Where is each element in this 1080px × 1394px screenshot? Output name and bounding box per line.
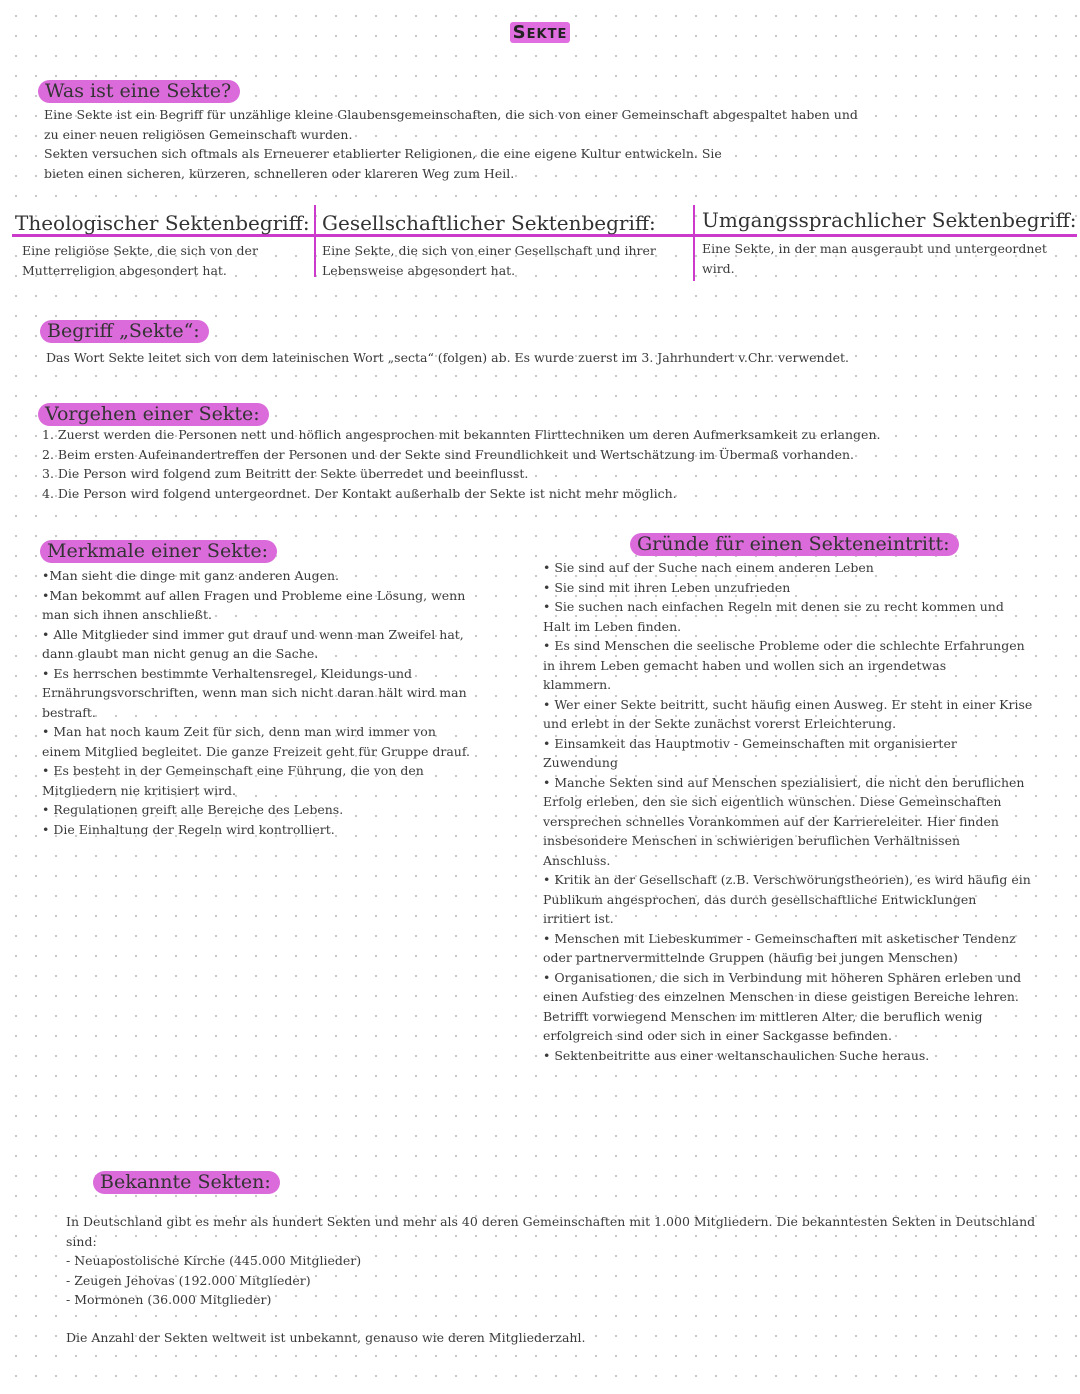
vorgehen-heading: Vorgehen einer Sekte: — [38, 403, 269, 426]
gruende-section — [630, 533, 959, 556]
vorgehen-list — [42, 425, 1052, 503]
list-item: • Die Einhaltung der Regeln wird kontrolliert. — [42, 821, 335, 837]
list-item: - Zeugen Jehovas (192.000 Mitglieder) — [66, 1272, 311, 1288]
list-item: einen Aufstieg des einzelnen Menschen in diese geistigen Bereiche lehren. — [543, 989, 1019, 1004]
list-item: • Einsamkeit das Hauptmotiv - Gemeinschaften mit organisierter — [543, 735, 957, 751]
list-item: Halt im Leben finden. — [543, 618, 682, 634]
list-item: klammern. — [543, 677, 612, 692]
list-item: bestraft. — [42, 704, 96, 720]
list-item: 4. Die Person wird folgend untergeordnet. Der Kontakt außerhalb der Sekte ist nicht mehr möglich. — [42, 485, 677, 501]
list-item: einem Mitglied begleitet. Die ganze Freizeit geht für Gruppe drauf. — [42, 743, 471, 759]
list-item: dann glaubt man nicht genug an die Sache. — [42, 646, 319, 661]
list-item: • Regulationen greift alle Bereiche des Lebens. — [42, 802, 344, 817]
list-item: • Menschen mit Liebeskummer - Gemeinschaften mit asketischer Tendenz — [543, 930, 1016, 946]
list-item: 1. Zuerst werden die Personen nett und höflich angesprochen mit bekannten Flirttechniken um deren Aufmerksamkeit zu erlangen. — [42, 427, 881, 442]
bekannte-text: In Deutschland gibt es mehr als hundert Sekten und mehr als 40 deren Gemeinschaften mit 1.000 Mitgliedern. Die bekanntesten Sekten in Deutschland sind: - Neuapostolische Kirche (445.000 Mitglieder) - Zeugen Jehovas (192.000 Mitglieder) - Mormonen (36.000 Mitglieder) — [66, 1212, 1066, 1310]
list-item: erfolgreich sind oder sich in einer Sackgasse befinden. — [543, 1028, 892, 1043]
list-item: • Es sind Menschen die seelische Probleme oder die schlechte Erfahrungen — [543, 638, 1025, 653]
definition-heading-theologisch: Theologischer Sektenbegriff: — [15, 211, 310, 235]
list-item: - Neuapostolische Kirche (445.000 Mitglieder) — [66, 1253, 362, 1268]
bekannte-heading: Bekannte Sekten: — [93, 1171, 280, 1194]
list-item: Publikum angesprochen, das durch gesellschaftliche Entwicklungen — [543, 891, 977, 907]
list-item: Anschluss. — [543, 852, 611, 868]
list-item: • Sie sind mit ihren Leben unzufrieden — [543, 579, 791, 595]
definition-heading-gesellschaftlich: Gesellschaftlicher Sektenbegriff: — [322, 211, 656, 235]
page-title: Sekte — [0, 22, 1080, 43]
definition-heading-umgangssprachlich: Umgangssprachlicher Sektenbegriff: — [702, 208, 1077, 232]
list-item: - Mormonen (36.000 Mitglieder) — [66, 1292, 272, 1307]
begriff-section — [40, 320, 209, 343]
list-item: und erlebt in der Sekte zunächst vorerst Erleichterung. — [543, 716, 897, 731]
vorgehen-section — [38, 403, 269, 426]
list-item: • Kritik an der Gesellschaft (z.B. Verschwörungstheorien), es wird häufig ein — [543, 872, 1031, 887]
gruende-list — [543, 558, 1068, 1065]
gruende-heading: Gründe für einen Sekteneintritt: — [630, 533, 959, 556]
definition-text-gesellschaftlich: Eine Sekte, die sich von einer Gesellschaft und ihrer Lebensweise abgesondert hat. — [322, 243, 656, 278]
list-item: 2. Beim ersten Aufeinandertreffen der Personen und der Sekte sind Freundlichkeit und Wertschätzung im Übermaß vorhanden. — [42, 446, 855, 462]
list-item: • Man hat noch kaum Zeit für sich, denn man wird immer von — [42, 724, 436, 739]
list-item: • Es herrschen bestimmte Verhaltensregel, Kleidungs-und — [42, 665, 413, 681]
list-item: Mitgliedern nie kritisiert wird. — [42, 782, 237, 798]
intro-section — [38, 80, 240, 103]
list-item: • Sie sind auf der Suche nach einem anderen Leben — [543, 560, 874, 575]
definitions-separator-1 — [314, 205, 316, 277]
list-item: 3. Die Person wird folgend zum Beitritt der Sekte überredet und beeinflusst. — [42, 466, 529, 481]
intro-text: Eine Sekte ist ein Begriff für unzählige kleine Glaubensgemeinschaften, die sich von einer Gemeinschaft abgespaltet haben und zu einer neuen religiösen Gemeinschaft wurden. Sekten versuchen sich oftmals als Erneuerer etablierter Religionen, die eine eigene Kultur entwickeln. Sie bieten einen sicheren, kürzeren, schnelleren oder klareren Weg zum Heil. — [44, 107, 858, 181]
list-item: in ihrem Leben gemacht haben und wollen sich an irgendetwas — [543, 657, 947, 673]
merkmale-heading: Merkmale einer Sekte: — [40, 540, 277, 563]
bekannte-section — [93, 1171, 280, 1194]
list-item: •Man sieht die dinge mit ganz anderen Augen. — [42, 568, 340, 583]
list-item: • Wer einer Sekte beitritt, sucht häufig einen Ausweg. Er steht in einer Krise — [543, 696, 1033, 712]
list-item: versprechen schnelles Vorankommen auf der Karriereleiter. Hier finden — [543, 813, 999, 829]
list-item: man sich ihnen anschließt. — [42, 607, 212, 622]
list-item: Zuwendung — [543, 755, 618, 770]
definition-text-umgangssprachlich: Eine Sekte, in der man ausgeraubt und untergeordnet wird. — [702, 241, 1047, 276]
list-item: • Es besteht in der Gemeinschaft eine Führung, die von den — [42, 763, 424, 778]
bekannte-closing: Die Anzahl der Sekten weltweit ist unbekannt, genauso wie deren Mitgliederzahl. — [66, 1330, 586, 1345]
intro-heading: Was ist eine Sekte? — [38, 80, 240, 103]
list-item: • Alle Mitglieder sind immer gut drauf und wenn man Zweifel hat, — [42, 626, 464, 642]
list-item: insbesondere Menschen in schwierigen beruflichen Verhältnissen — [543, 833, 961, 848]
list-item: • Sie suchen nach einfachen Regeln mit denen sie zu recht kommen und — [543, 599, 1004, 614]
list-item: Betrifft vorwiegend Menschen im mittleren Alter, die beruflich wenig — [543, 1008, 983, 1024]
list-item: • Manche Sekten sind auf Menschen spezialisiert, die nicht den beruflichen — [543, 774, 1025, 790]
list-item: irritiert ist. — [543, 911, 614, 926]
definition-text-theologisch: Eine religiöse Sekte, die sich von der Mutterreligion abgesondert hat. — [22, 243, 258, 278]
merkmale-list — [42, 566, 512, 839]
list-item: oder partnervermittelnde Gruppen (häufig bei jungen Menschen) — [543, 950, 958, 965]
begriff-text: Das Wort Sekte leitet sich von dem lateinischen Wort „secta“ (folgen) ab. Es wurde zuerst im 3. Jahrhundert v.Chr. verwendet. — [46, 350, 849, 365]
list-item: Erfolg erleben, den sie sich eigentlich wünschen. Diese Gemeinschaften — [543, 794, 1002, 809]
merkmale-section — [40, 540, 277, 563]
list-item: •Man bekommt auf allen Fragen und Probleme eine Lösung, wenn — [42, 587, 466, 603]
list-item: Ernährungsvorschriften, wenn man sich nicht daran hält wird man — [42, 685, 467, 700]
begriff-heading: Begriff „Sekte“: — [40, 320, 209, 343]
list-item: • Organisationen, die sich in Verbindung mit höheren Sphären erleben und — [543, 969, 1022, 985]
definitions-table — [12, 205, 1077, 285]
definitions-separator-2 — [693, 205, 695, 281]
list-item: • Sektenbeitritte aus einer weltanschaulichen Suche heraus. — [543, 1047, 930, 1063]
